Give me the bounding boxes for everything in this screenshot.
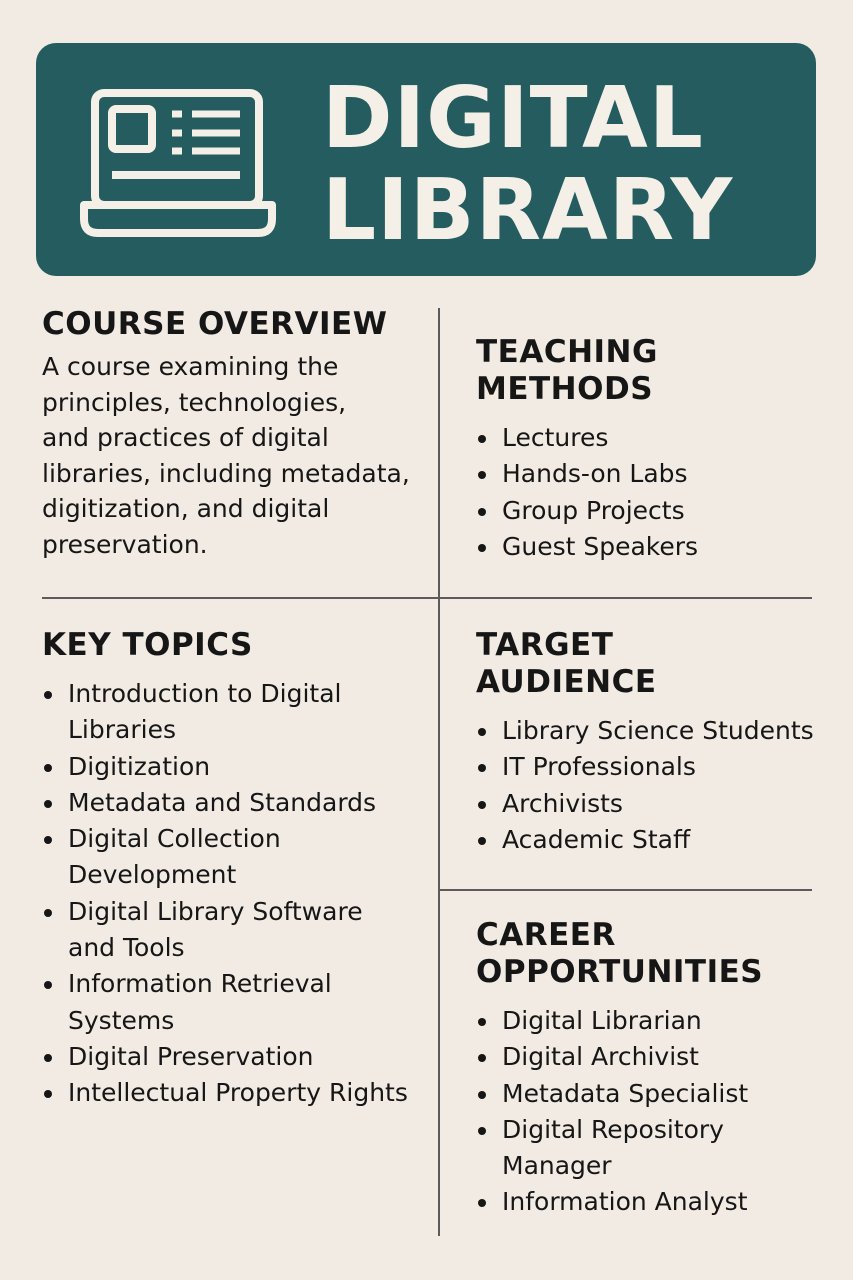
list-item: [42, 894, 432, 967]
item-line: Digital Collection: [68, 824, 281, 854]
item-line: Information Analyst: [502, 1187, 748, 1217]
key-topics-section: [42, 627, 432, 1112]
description-line: principles, technologies,: [42, 387, 347, 417]
list-item: [476, 1112, 846, 1185]
title-line-1: DIGITAL: [322, 69, 704, 168]
target-audience-list: [476, 713, 846, 858]
item-line: Digital Archivist: [502, 1042, 699, 1072]
description-line: digitization, and digital: [42, 494, 330, 523]
career-opportunities-heading: [476, 917, 846, 991]
list-item: [42, 966, 432, 1039]
description-line: and practices of digital: [42, 423, 329, 452]
description-line: libraries, including metadata,: [42, 458, 410, 488]
target-audience-section: [476, 627, 846, 858]
course-overview-description: [42, 349, 432, 562]
list-item: [476, 1076, 846, 1112]
item-line: Metadata and Standards: [68, 787, 377, 817]
career-opportunities-section: [476, 917, 846, 1221]
heading-line: TARGET: [476, 627, 614, 663]
description-line: A course examining the: [42, 352, 339, 381]
heading-line: OPPORTUNITIES: [476, 954, 764, 990]
list-item: [42, 749, 432, 785]
list-item: Hands-on Labs: [476, 456, 836, 492]
item-line: Metadata Specialist: [502, 1078, 749, 1108]
list-item: [42, 785, 432, 821]
horizontal-divider-middle: [42, 597, 812, 599]
list-item: [42, 1039, 432, 1075]
heading-line: METHODS: [476, 371, 654, 407]
list-item: IT Professionals: [476, 749, 846, 785]
list-item: [476, 1003, 846, 1039]
teaching-methods-list: [476, 420, 836, 565]
list-item: [42, 821, 432, 894]
item-line: Digital Repository: [502, 1114, 724, 1144]
page-title: [322, 69, 734, 260]
course-overview-heading: COURSE OVERVIEW: [42, 306, 388, 342]
list-item: Academic Staff: [476, 822, 846, 858]
career-opportunities-list: [476, 1003, 846, 1221]
item-line: Digitization: [68, 751, 211, 781]
horizontal-divider-right: [438, 889, 812, 891]
item-line: Development: [68, 860, 237, 890]
laptop-icon: [80, 87, 276, 237]
list-item: [476, 1039, 846, 1075]
item-line: Digital Preservation: [68, 1041, 314, 1071]
heading-line: CAREER: [476, 917, 616, 953]
item-line: Digital Librarian: [502, 1006, 702, 1035]
list-item: [42, 676, 432, 749]
header-banner: [36, 43, 816, 276]
item-line: and Tools: [68, 933, 185, 963]
list-item: Group Projects: [476, 493, 836, 529]
teaching-methods-section: [476, 334, 836, 565]
target-audience-heading: [476, 627, 846, 701]
item-line: Information Retrieval: [68, 969, 332, 999]
list-item: [476, 1184, 846, 1220]
item-line: Intellectual Property Rights: [68, 1078, 408, 1108]
heading-line: TEACHING: [476, 334, 658, 370]
description-line: preservation.: [42, 529, 208, 559]
key-topics-list: [42, 676, 432, 1112]
item-line: Manager: [502, 1151, 612, 1181]
teaching-methods-heading: [476, 334, 836, 408]
item-line: Introduction to Digital: [68, 679, 342, 708]
list-item: Library Science Students: [476, 713, 846, 749]
list-item: Lectures: [476, 420, 836, 456]
heading-line: AUDIENCE: [476, 664, 657, 700]
list-item: [42, 1075, 432, 1111]
list-item: Archivists: [476, 786, 846, 822]
course-overview-section: [42, 306, 432, 562]
vertical-divider: [438, 308, 440, 1236]
item-line: Libraries: [68, 715, 176, 745]
list-item: Guest Speakers: [476, 529, 836, 565]
title-line-2: LIBRARY: [322, 161, 734, 260]
item-line: Digital Library Software: [68, 896, 363, 926]
item-line: Systems: [68, 1005, 175, 1035]
key-topics-heading: KEY TOPICS: [42, 627, 253, 663]
